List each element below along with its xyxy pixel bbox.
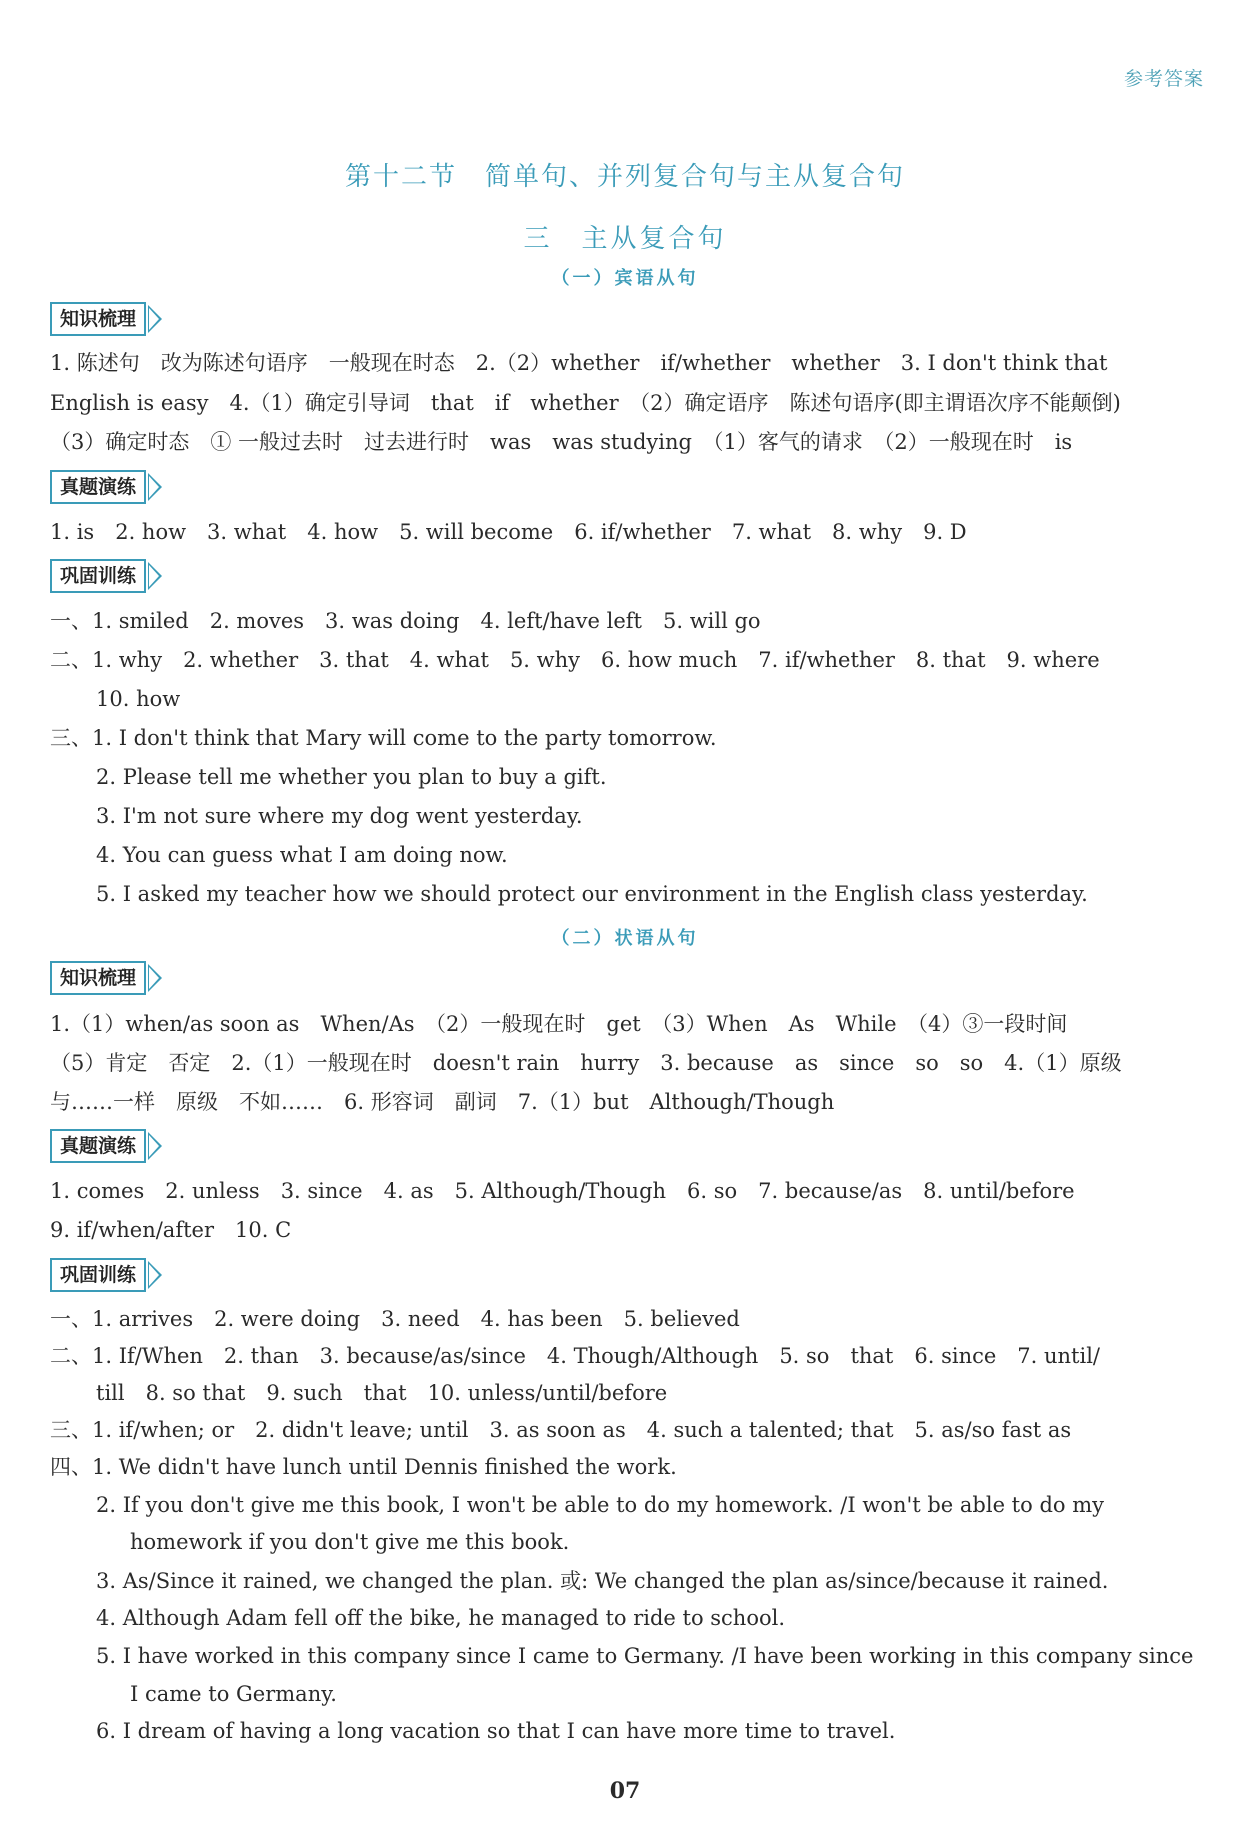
tag-label: 巩固训练 bbox=[50, 1258, 146, 1292]
answer-line: English is easy 4.（1）确定引导词 that if whether （2）确定语序 陈述句语序(即主谓语次序不能颠倒) bbox=[50, 391, 1121, 415]
tag-label: 知识梳理 bbox=[50, 961, 146, 995]
tag-arrow-icon bbox=[148, 1261, 162, 1289]
tag-label: 知识梳理 bbox=[50, 302, 146, 336]
answer-line: 1.（1）when/as soon as When/As （2）一般现在时 get （3）When As While （4）③一段时间 bbox=[50, 1012, 1068, 1036]
answer-line: 5. I have worked in this company since I came to Germany. /I have been working in this company since bbox=[96, 1644, 1194, 1668]
tag-practice-2 bbox=[50, 1258, 162, 1292]
tag-label: 真题演练 bbox=[50, 1129, 146, 1163]
answer-line: 9. if/when/after 10. C bbox=[50, 1218, 292, 1242]
answer-line: 1. 陈述句 改为陈述句语序 一般现在时态 2.（2）whether if/whether whether 3. I don't think that bbox=[50, 351, 1108, 375]
answer-line: homework if you don't give me this book. bbox=[130, 1530, 570, 1554]
answer-line: I came to Germany. bbox=[130, 1682, 337, 1706]
page-title: 第十二节 简单句、并列复合句与主从复合句 bbox=[344, 162, 905, 192]
answer-line: 三、1. I don't think that Mary will come to the party tomorrow. bbox=[50, 726, 717, 750]
answer-line: 4. You can guess what I am doing now. bbox=[96, 843, 508, 867]
section1-heading: （一）宾语从句 bbox=[551, 268, 699, 289]
answer-line: 四、1. We didn't have lunch until Dennis finished the work. bbox=[50, 1455, 677, 1479]
answer-line: （5）肯定 否定 2.（1）一般现在时 doesn't rain hurry 3. because as since so so 4.（1）原级 bbox=[50, 1051, 1122, 1075]
answer-line: 5. I asked my teacher how we should protect our environment in the English class yesterday. bbox=[96, 882, 1088, 906]
answer-line: 与……一样 原级 不如…… 6. 形容词 副词 7.（1）but Although/Though bbox=[50, 1090, 835, 1114]
answer-line: 三、1. if/when; or 2. didn't leave; until 3. as soon as 4. such a talented; that 5. as/so fast as bbox=[50, 1418, 1072, 1442]
answer-line: 4. Although Adam fell off the bike, he managed to ride to school. bbox=[96, 1606, 786, 1630]
answer-line: 2. If you don't give me this book, I won't be able to do my homework. /I won't be able to do my bbox=[96, 1493, 1104, 1517]
tag-arrow-icon bbox=[148, 473, 162, 501]
tag-label: 真题演练 bbox=[50, 470, 146, 504]
answer-line: 1. comes 2. unless 3. since 4. as 5. Although/Though 6. so 7. because/as 8. until/before bbox=[50, 1179, 1075, 1203]
answer-line: 一、1. smiled 2. moves 3. was doing 4. left/have left 5. will go bbox=[50, 609, 761, 633]
answer-line: 二、1. why 2. whether 3. that 4. what 5. why 6. how much 7. if/whether 8. that 9. where bbox=[50, 648, 1100, 672]
section2-heading: （二）状语从句 bbox=[551, 928, 699, 949]
answer-line: 10. how bbox=[96, 687, 181, 711]
answer-line: 2. Please tell me whether you plan to buy a gift. bbox=[96, 765, 607, 789]
tag-exam-1 bbox=[50, 470, 162, 504]
tag-label: 巩固训练 bbox=[50, 559, 146, 593]
answer-line: till 8. so that 9. such that 10. unless/until/before bbox=[96, 1381, 668, 1405]
answer-line: 3. As/Since it rained, we changed the plan. 或: We changed the plan as/since/because it rained. bbox=[96, 1569, 1109, 1593]
tag-practice-1 bbox=[50, 559, 162, 593]
section-subtitle: 三 主从复合句 bbox=[523, 224, 727, 254]
header-label: 参考答案 bbox=[1123, 68, 1204, 90]
tag-arrow-icon bbox=[148, 562, 162, 590]
answer-line: 1. is 2. how 3. what 4. how 5. will become 6. if/whether 7. what 8. why 9. D bbox=[50, 520, 967, 544]
answer-line: （3）确定时态 ① 一般过去时 过去进行时 was was studying （1）客气的请求 （2）一般现在时 is bbox=[50, 430, 1073, 454]
answer-line: 二、1. If/When 2. than 3. because/as/since 4. Though/Although 5. so that 6. since 7. until/ bbox=[50, 1344, 1100, 1368]
tag-arrow-icon bbox=[148, 1132, 162, 1160]
tag-knowledge-2 bbox=[50, 961, 162, 995]
tag-arrow-icon bbox=[148, 305, 162, 333]
page-number: 07 bbox=[609, 1778, 641, 1804]
tag-arrow-icon bbox=[148, 964, 162, 992]
tag-knowledge-1 bbox=[50, 302, 162, 336]
answer-line: 3. I'm not sure where my dog went yesterday. bbox=[96, 804, 583, 828]
answer-line: 6. I dream of having a long vacation so that I can have more time to travel. bbox=[96, 1719, 896, 1743]
tag-exam-2 bbox=[50, 1129, 162, 1163]
answer-line: 一、1. arrives 2. were doing 3. need 4. has been 5. believed bbox=[50, 1307, 740, 1331]
